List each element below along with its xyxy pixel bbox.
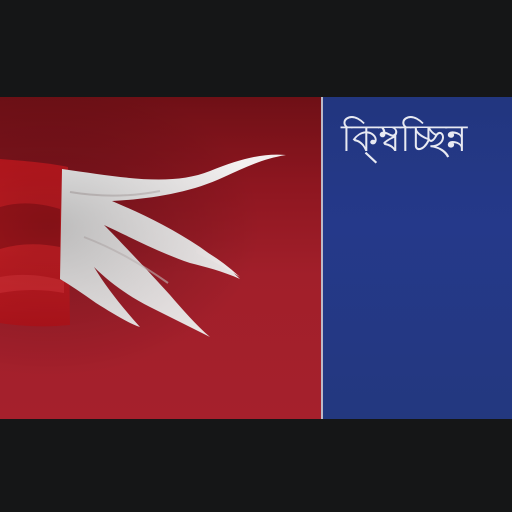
- flag-white-body: [60, 155, 286, 337]
- title-text: ক্ম্বিচ্ছিন্ন: [341, 116, 467, 160]
- letterbox-bottom: [0, 419, 512, 512]
- waving-flag-icon: [0, 97, 321, 419]
- letterbox-top: [0, 0, 512, 97]
- blue-panel: [323, 97, 512, 419]
- flag-red-shadow: [0, 203, 60, 249]
- red-panel: [0, 97, 321, 419]
